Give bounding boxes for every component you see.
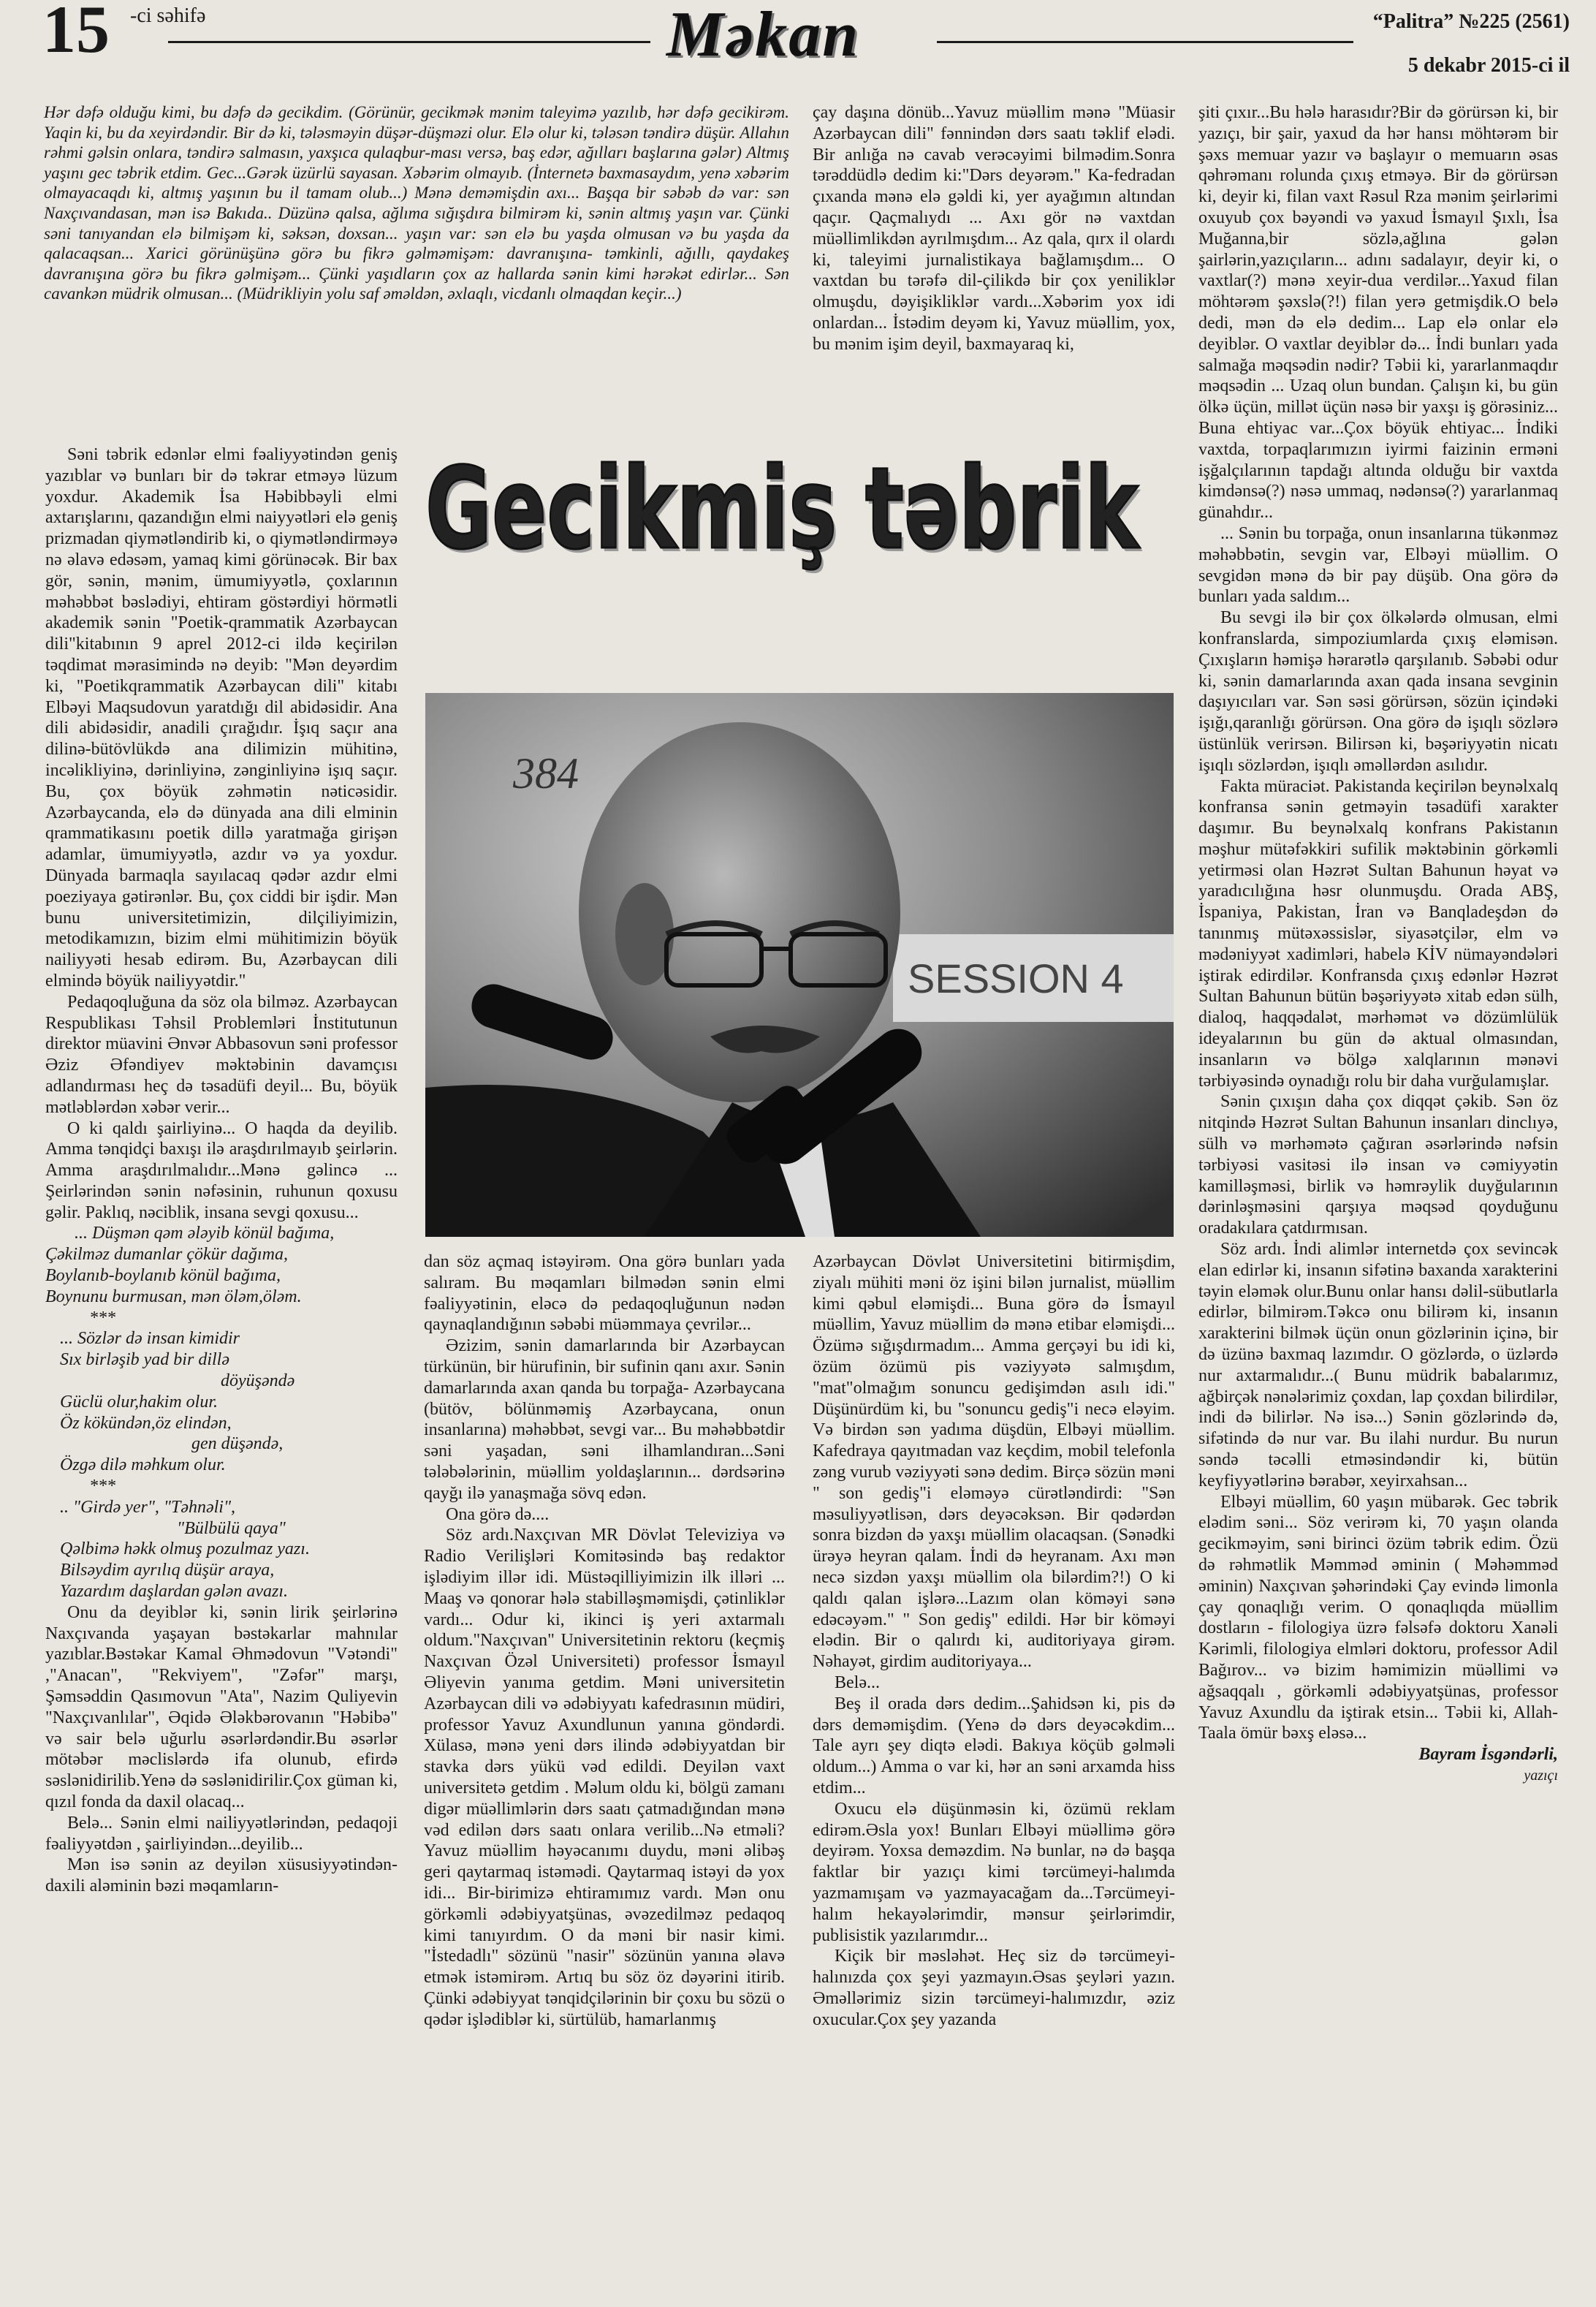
col3-paragraph: Beş il orada dərs dedim...Şahidsən ki, pis də dərs deməmişdim. (Yenə də dərs deyəcəkdim... Tale ayrı şey diqtə elədi. Bakıya köçüb gəlməli oldum...) Amma o var ki, hər an səni arxamda hiss etdim... — [813, 1694, 1175, 1798]
poem-line: Öz kökündən,öz elindən, — [60, 1413, 232, 1433]
author-role: yazıçı — [1524, 1767, 1558, 1784]
poem-separator: *** — [89, 1308, 115, 1327]
col2-paragraph: Söz ardı.Naxçıvan MR Dövlət Televiziya və Radio Verilişləri Komitəsində baş redaktor işlədiyim illər idi. Müstəqilliyimizin ilk illəri ... Maaş və qonorar hələ stabilləşməmişdi, çətinliklər vardı... Odur ki, ikinci iş yeri axtarmalı oldum."Naxçıvan" Universitetinin rektoru (keçmiş Naxçıvan Özəl Universiteti) professor İsmayıl Əliyevin yanıma getdim. Məni universitetin Azərbaycan dili və ədəbiyyatı kafedrasının müdiri, professor Yavuz Axundlunun yanına göndərdi. Xülasə, mənə yeni dərs ilində ədəbiyyatdan bir stavka dərs yükü vəd edildi. Deyilən vaxt universitetə getdim . Məlum oldu ki, bölgü zamanı digər müəllimlərin dərs saatı çatmadığından mənə vəd edilən dərs saatı onlara verilib...Nə etməli? Yavuz müəllim həyəcanımı duydu, məni əlibəş geri qaytarmaq istəmədi. Qaytarmaq istəyi də yox idi... Bir-birimizə ehtiramımız vardı. Mən onu görkəmli ədəbiyyatşünas, əvəzedilməz pedaqoq kimi tanıyırdım. O da məni bir nasir kimi. "İstedadlı" sözünü "nasir" sözünün yanına əlavə etmək istəmirəm. Artıq bu söz öz dəyərini itirib. Çünki ədəbiyyat tənqidçilərinin bir çoxu bu sözü o qədər işlədiblər ki, sürtülüb, hamarlanmış — [424, 1526, 785, 2029]
col1-paragraph: Belə... Sənin elmi nailiyyətlərindən, pedaqoji fəaliyyətdən , şairliyindən...deyilib... — [45, 1813, 398, 1854]
col4-paragraph: Bu sevgi ilə bir çox ölkələrdə olmusan, elmi konfranslarda, simpoziumlarda çıxış eləmisən. Çıxışların həmişə hərarətlə qarşılanıb. Səbəbi odur ki, sənin damarlarında axan qada insana sevginin daşıyıcıları var. Sən səsi görürsən, sözün içindəki işığı,qaranlığı görürsən. Ona görə də işıqlı sözlərə üstünlük verirsən. Bilirsən ki, bəşəriyyətin nicatı işıqlı sözlərdən, işıqlı əməllərdən asılıdır. — [1198, 608, 1558, 775]
handwritten-number: 384 — [513, 749, 579, 798]
col3-paragraph: çay daşına dönüb...Yavuz müəllim mənə "Müasir Azərbaycan dili" fənnindən dərs saatı təklif elədi. Bir anlığa nə cavab verəcəyimi bilmədim.Sonra tərəddüdlə dedim ki:"Dərs deyərəm." Ka-fedradan çıxanda mənə elə gəldi ki, yer ayağımın altından qaçır. Qaçmalıydı ... Axı gör nə vaxtdan müəllimlikdən ayrılmışdım... Az qala, qırx il olardı ki, taleyimi jurnalistikaya bağlamışdım... O vaxtdan bu tərəfə dil-çilikdə bir çox yeniliklər olmuşdu, dəyişikliklər vardı...Xəbərim yox idi onlardan... İstədim deyəm ki, Yavuz müəllim, yox, bu mənim işim deyil, baxmayaraq ki, — [813, 103, 1175, 354]
author-signature: Bayram İsgəndərli, — [1418, 1745, 1558, 1765]
article-headline: Gecikmiş təbrik — [425, 444, 1139, 575]
poem-excerpt-1 — [45, 1223, 398, 1328]
poem-line: gen düşəndə, — [191, 1434, 284, 1454]
col4-paragraph: Elbəyi müəllim, 60 yaşın mübarək. Gec təbrik elədim səni... Söz verirəm ki, 70 yaşın olanda gecikməyim, səni birinci özüm təbrik edim. Özü də rəhmətlik Məmməd əminin ( Məhəmməd əminin) Naxçıvan şəhərindəki Çay evində limonla çay qonaqlığı verim. O qonaqlıqda müəllim dostların - filologiya üzrə fəlsəfə doktoru Xanəli Kərimli, filologiya elmləri doktoru, professor Adil Bağırov... və bizim həmimizin müəllimi və ağsaqqalı , görkəmli ədəbiyyatşünas, professor Yavuz Axundlu da iştirak etsin... Təbii ki, Allah-Taala ömür bəxş eləsə... — [1198, 1492, 1558, 1743]
poem-excerpt-3 — [45, 1497, 398, 1602]
poem-line: ... Düşmən qəm ələyib könül bağıma, — [75, 1224, 335, 1243]
header-rule-right — [937, 41, 1353, 43]
session-banner-text: SESSION 4 — [908, 955, 1124, 1001]
poem-line: Bilsəydim ayrılıq düşür araya, — [60, 1561, 275, 1580]
poem-line: Boylanıb-boylanıb könül bağıma, — [45, 1266, 281, 1286]
col2-paragraph: Ona görə də.... — [446, 1504, 550, 1524]
poem-line: Yazardım daşlardan gələn avazı. — [60, 1582, 289, 1602]
intro-text: Hər dəfə olduğu kimi, bu dəfə də gecikdim. (Görünür, gecikmək mənim taleyimə yazılıb, hər dəfə gecikirəm. Yaqin ki, bu da xeyirdəndir. Bir də ki, tələsməyin düşər-düşməzi olur. Elə olur ki, tələsən təndirə düşür. Allahın rəhmi gəlsin onlara, təndirə salmasın, yaxşıca qulaqbur-ması versə, baş edər, ağılları başlarına gələr) Altmış yaşını gec təbrik etdim. Gec...Gərək üzürlü sayasan. Xəbərim olmayıb. (İnternetə baxmasaydım, yenə xəbərim olmayacaqdı ki, altmış yaşının bu il tamam olub...) Mənə deməmişdin axı... Başqa bir səbəb də var: sən Naxçıvandasan, mən isə Bakıda.. Düzünə qalsa, ağlıma sığışdıra bilmirəm ki, sənin altmış yaşın var. Çünki səni tanıyandan elə bilmişəm ki, səksən, doxsan... yaşın var: sən elə bu yaşda olmusan və bu yaşda da qalacaqsan... Xarici görünüşünə görə bu fikrə gəlməmişəm: davranışına- təmkinli, ağıllı, qaydakeş davranışına görə bu fikrə gəlmişəm... Çünki yaşıdların çox az hallarda sənin kimi hərəkət edirlər... Sən cavankən müdrik olmusan... (Müdrikliyin yolu saf əməldən, əxlaqlı, vicdanlı olmaqdan keçir...) — [44, 103, 789, 303]
author-photo — [425, 693, 1174, 1237]
poem-line: ... Sözlər də insan kimidir — [60, 1329, 240, 1349]
col1-paragraph: Səni təbrik edənlər elmi fəaliyyətindən geniş yazıblar və bunları bir də təkrar etməyə lüzum yoxdur. Akademik İsa Həbibbəyli elmi axtarışlarını, qazandığın elmi naiyyətləri elə geniş prizmadan qiymətləndirib ki, o qiymətləndirməyə nə əlavə edəsəm, yamaq kimi görünəcək. Bir bax gör, sənin, mənim, ümumiyyətlə, çoxlarının məhəbbət bəslədiyi, ehtiram göstərdiyi hörmətli akademik sənin "Poetik-qrammatik Azərbaycan dili"kitabının 9 aprel 2012-ci ildə keçirilən təqdimat mərasimində nə deyib: "Mən deyərdim ki, "Poetikqrammatik Azərbaycan dili" kitabı Elbəyi Maqsudovun yaratdığı dil abidəsidir. Ana dili abidəsidir, anadili çırağıdır. İşıq saçır ana dilinə-bütövlükdə ana dilimizin mühitinə, incəlikliyinə, dərinliyinə, zənginliyinə işıq saçır. Bu, çox böyük zəhmətin nəticəsidir. Azərbaycanda, elə də dünyada ana dili elminin qrammatikasını poetik dillə yaratmağa girişən adamlar, ümumiyyətlə, azdır və ya yoxdur. Dünyada barmaqla sayılacaq qədər azdır elmi poeziyaya gətirənlər. Bu, çox ciddi bir işdir. Mən bunu universitetimizin, dilçiliyimizin, metodikamızın, bizim elmi mühitimizin böyük nailiyyəti hesab edirəm. Bu, Azərbaycan dili elmində böyük nailiyyətdir." — [45, 445, 398, 990]
col1-paragraph: Mən isə sənin az deyilən xüsusiyyətindən- daxili aləminin bəzi məqamların- — [45, 1855, 398, 1896]
col4-paragraph: Fakta müraciət. Pakistanda keçirilən beynəlxalq konfransa sənin getməyin təsadüfi xarakter daşımır. Bu beynəlxalq konfrans Pakistanın məşhur mütəfəkkiri sufilik məktəbinin görkəmli yetirməsi olan Həzrət Sultan Bahunun həyat və yaradıcılığına həsr olunmuşdu. Orada ABŞ, İspaniya, Pakistan, İran və Banqladeşdən də tanınmış mütəxəssislər, siyasətçilər, elm və mədəniyyət xadimləri, habelə KİV nümayəndələri iştirak edirdilər. Konfransda çıxış edənlər Həzrət Sultan Bahunun bütün bəşəriyyətə xitab edən sülh, dialoq, haqqədalət, mərhəmət və dözümlülük ideyalarının bu gün də aktual olmasından, insanların və bölgə xalqlarının mənəvi tərbiyəsində oynadığı rolu bir daha vurğulamışlar. — [1198, 776, 1558, 1091]
poem-line: Özgə dilə məhkum olur. — [60, 1455, 226, 1475]
issue-date: 5 dekabr 2015-ci il — [1407, 54, 1570, 77]
column-3-top — [813, 102, 1175, 355]
col4-paragraph: Sənin çıxışın daha çox diqqət çəkib. Sən öz nitqində Həzrət Sultan Bahunun insanları dinclıyə, sülh və mərhəmətə çağıran əsərlərində nəfsin tərbiyəsi vasitəsi ilə insan və cəmiyyətin kamilləşməsi, birlik və həmrəylik duyğularının dərinləşməsini qarşıya məqsəd qoyduğunu oradakılara çatdırmısan. — [1198, 1092, 1558, 1238]
poem-line: Çəkilməz dumanlar çökür dağıma, — [45, 1245, 288, 1265]
col1-paragraph: Pedaqoqluğuna da söz ola bilməz. Azərbaycan Respublikası Təhsil Problemləri İnstitutunun direktor müavini Ənvər Abbasovun səni professor Əziz Əfəndiyev məktəbinin davamçısı adlandırması heç də təsadüfi deyil... Bu, böyük mətləblərdən xəbər verir... — [45, 992, 398, 1117]
col2-paragraph: Əzizim, sənin damarlarında bir Azərbaycan türkünün, bir hürufinin, bir sufinin qanı axır. Sənin damarlarında axan qanda bu torpağa- Azərbaycana (bütöv, bölünməmiş Azərbaycana, onun insanlarına) məhəbbət, sevgi var... Bu məhəbbətdir səni yaşadan, səni ilhamlandıran...Səni tələbələrinin, müəllim yoldaşlarının... dərdsərinə qayğı ilə yanaşmağa sövq edən. — [424, 1336, 785, 1503]
col3-paragraph: Kiçik bir məsləhət. Heç siz də tərcümeyi- halınızda çox şeyi yazmayın.Əsas şeyləri yazın. Əməllərimiz sizin tərcümeyi-halımızdır, əziz oxucular.Çox şey yazanda — [813, 1947, 1175, 2029]
col1-paragraph: Onu da deyiblər ki, sənin lirik şeirlərinə Naxçıvanda yaşayan bəstəkarlar mahnılar yazıblar.Bəstəkar Kamal Əhmədovun "Vətəndi" ,"Anacan", "Rekviyem", "Zəfər" marşı, Şəmsəddin Qasımovun "Ata", Nazim Quliyevin "Naxçıvanlılar", Əqidə Ələkbərovanın "Həbibə" və sair belə uğurlu əsərlərdəndir.Bu əsərlər mötəbər məclislərdə ifa olunub, efirdə səslənidirilib.Yenə də səslənidirilir.Çox güman ki, qızıl fonda da daxil olacaq... — [45, 1602, 398, 1811]
poem-line: "Bülbülü qaya" — [177, 1518, 286, 1538]
poem-line: Qəlbimə həkk olmuş pozulmaz yazı. — [60, 1539, 310, 1559]
column-1 — [45, 444, 398, 1897]
page-number: 15 — [42, 0, 110, 67]
header-rule-left — [168, 41, 650, 43]
poem-line: Güclü olur,hakim olur. — [60, 1392, 218, 1412]
poem-line: .. "Girdə yer", "Təhnəli", — [60, 1497, 236, 1517]
page-header — [0, 0, 1596, 80]
page-number-suffix: -ci səhifə — [130, 4, 206, 27]
poem-line: Boynunu burmusan, mən öləm,öləm. — [45, 1287, 302, 1306]
column-2 — [424, 1251, 785, 2030]
masthead-title: Məkan — [666, 0, 860, 70]
poem-line: döyüşəndə — [221, 1371, 295, 1391]
col2-paragraph: dan söz açmaq istəyirəm. Ona görə bunları yada salıram. Bu məqamları bilmədən sənin elmi fəaliyyətinin, eləcə də pedaqoqluğunun nədən qaynaqlandığının səbəbi müəmmaya çevrilər... — [424, 1252, 785, 1335]
poem-line: Sıx birləşib yad bir dillə — [60, 1350, 229, 1370]
col3-paragraph: Oxucu elə düşünməsin ki, özümü reklam edirəm.Əsla yox! Bunları Elbəyi müəllimə görə deyirəm. Yoxsa deməzdim. Nə bunlar, nə də başqa faktlar bir yazıçı kimi tərcümeyi-halımda yazmamışam və yazmayacağam da...Tərcümeyi-halım hekayələrimdir, mənsur şeirlərimdir, publisistik yazılarımdır... — [813, 1799, 1175, 1945]
col1-paragraph: O ki qaldı şairliyinə... O haqda da deyilib. Amma tənqidçi baxışı ilə araşdırılmayıb şeirlərin. Amma araşdırılmalıdır...Mənə gəlincə ... Şeirlərindən sənin nəfəsinin, ruhunun qoxusu gəlir. Paklıq, nəciblik, insana sevgi qoxusu... — [45, 1118, 398, 1222]
issue-number: “Palitra” №225 (2561) — [1372, 10, 1570, 33]
column-3 — [813, 1251, 1175, 2030]
col4-paragraph: şiti çıxır...Bu hələ harasıdır?Bir də görürsən ki, bir yazıçı, bir şair, yaxud da hər hansı möhtərəm bir şəxs memuar yazır və başlayır o memuarın əsas qəhrəmanı rolunda çıxış etməyə. Bir də görürsən ki, deyir ki, filan vaxt Rəsul Rza mənim şeirlərimi oxuyub çox bəyəndi və yaxud İsmayıl Şıxlı, İsa Muğanna,bir sözlə,ağlına gələn şairlərin,yazıçıların... adını sadalayır, deyir ki, o vaxtlar(?) mənə xeyir-dua verdilər...Yaxud filan möhtərəm şəxslə(?!) filan yerə getmişdik.O belə dedi, mən də elə dedim... Lap elə onlar elə deyiblər. O vaxtlar deyiblər də... İndi bunları yada salmağa məqsədin nədir? Təbii ki, yararlanmaqdır məqsədin ... Uzaq olun bundan. Çalışın ki, bu gün ölkə üçün, millət üçün nəsə bir yaxşı iş görəsiniz... Buna ehtiyac var...Çox böyük ehtiyac... İndiki vaxtda, torpaqlarımızın iyirmi faizinin erməni işğalçılarının tapdağı altında olduğu bir vaxtda kimdənsə(?) nəsə ummaq, nədənsə(?) yararlanmaq günahdır... — [1198, 103, 1558, 523]
poem-separator: *** — [89, 1477, 115, 1496]
article-intro — [44, 102, 789, 304]
col3-paragraph: Belə... — [835, 1673, 880, 1692]
col4-paragraph: ... Sənin bu torpağa, onun insanlarına tükənməz məhəbbətin, sevgin var, Elbəyi müəllim. O sevgidən mənə də bir pay düşüb. Ona görə də bunları yada saldım... — [1198, 523, 1558, 607]
portrait-illustration — [425, 693, 1174, 1237]
col4-paragraph: Söz ardı. İndi alimlər internetdə çox sevincək elan edirlər ki, insanın sifətinə baxanda xarakterini təyin eləmək olur.Bunu onlar hansı dəlil-sübutlarla edirlər, bilmirəm.Təkcə onu bilirəm ki, insanın xarakterini bilmək üçün onun gözlərinin içinə, bir də üzünə baxmaq lazımdır. O gözlərdə, o üzlərdə nur axtarmalıdır...( Bunu müdrik babalarımız, ağbirçək nənələrimiz çoxdan, lap çoxdan bilirdilər, indi də bilirlər. Nə isə...) Sənin gözlərində də, sifətində də nur var. Bu ilahi nurdur. Bu nurun səndə təcəlli etməsindəndir ki, bütün keyfiyyətlərinə bərabər, xeyirxahsan... — [1198, 1240, 1558, 1490]
poem-excerpt-2 — [45, 1328, 398, 1496]
col3-paragraph: Azərbaycan Dövlət Universitetini bitirmişdim, ziyalı mühiti məni öz işini bilən jurnalist, müəllim kimi qəbul eləmişdi... Buna görə də İsmayıl müəllim, Yavuz müəllim də mənə etibar eləmişdi... Özümə sığışdırmadım... Amma gerçəyi bu idi ki, özüm özümü pis vəziyyətə salmışdım, "mat"olmağım sonuncu gedişimdən asılı idi." Düşünürdüm ki, bu "sonuncu gediş"i necə eləyim. Və birdən sən yadıma düşdün, Elbəyi müəllim. Kafedraya qayıtmadan vaz keçdim, mobil telefonla zəng vurub vəziyyəti sənə dedim. Birc̣ə sözün məni " son gediş"i eləməyə cürətləndirdi: "Sən məsuliyyətlisən, dərs deyəcəksən. Bir qədərdən sonra bizdən də yaxşı müəllim olacaqsan. (Sənədki ürəyə heyran qalam. İndi də heyranam. Axı mən necə sizdən yaxşı müəllim ola bilərdim?!) O ki qaldı qalan işlərə...Lazım olan köməyi sənə edəcəyəm." " Son gediş" edildi. Hər bir köməyi elədin. Bir o qalırdı ki, auditoriyaya girəm. Nəhayət, girdim auditoriyaya... — [813, 1252, 1175, 1672]
column-4 — [1198, 102, 1558, 1787]
